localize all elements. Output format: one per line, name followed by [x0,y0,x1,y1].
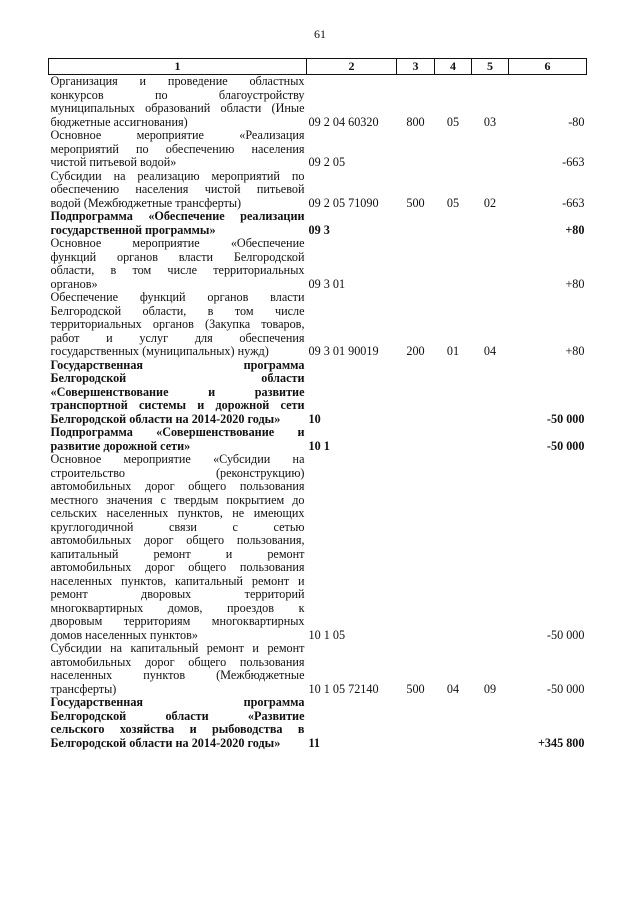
row-description [49,291,307,359]
description-line: Обеспечение функций органов власти [50,290,305,304]
table-row [49,426,587,453]
row-col-4 [435,696,472,750]
row-col-3: 500 [406,681,425,696]
row-col-5: 04 [483,344,497,358]
row-col-3: 800 [406,114,425,129]
table-row [49,291,587,359]
description-line: развитие дорожной сети» [50,438,191,453]
description-line: капитальный ремонт и ремонт [50,546,305,561]
description-line: сельских населенных пунктов, не имеющих [50,506,305,520]
row-description [49,426,307,453]
table-row [49,453,587,642]
row-amount: -50 000 [546,411,585,426]
description-line: автомобильных дорог общего пользования [50,479,305,493]
row-col-3 [397,426,435,453]
row-col-4 [435,453,472,642]
description-line: Государственная программа [50,357,305,372]
row-description [49,642,307,696]
header-col-4: 4 [435,59,472,75]
row-code: 09 2 05 [308,155,346,169]
description-line: автомобильных дорог общего пользования [50,654,305,669]
description-line: территориальных органов (Закупка товаров, [50,317,305,331]
description-line: Белгородской области «Развитие [50,708,305,723]
page-number: 61 [314,27,326,41]
budget-table [48,58,587,750]
row-code: 09 2 05 71090 [308,195,379,210]
description-line: Подпрограмма «Совершенствование и [50,425,305,439]
row-col-5: 09 [483,681,497,696]
description-line: Белгородской области на 2014-2020 годы» [50,411,281,426]
row-code: 10 1 05 [308,627,346,642]
row-amount: -663 [562,195,585,210]
description-line: Подпрограмма «Обеспечение реализации [50,209,305,223]
table-row [49,359,587,427]
description-line: Субсидии на реализацию мероприятий по [50,168,305,183]
description-line: дворовым территориям многоквартирных [50,614,305,628]
row-code: 09 2 04 60320 [308,114,379,129]
row-col-3: 500 [406,195,425,210]
row-col-4 [435,237,472,291]
row-code: 10 1 05 72140 [308,681,379,696]
header-col-2: 2 [307,59,397,75]
table-row [49,170,587,211]
table-row [49,75,587,130]
description-line: области, в том числе территориальных [50,263,305,277]
description-line: Основное мероприятие «Субсидии на [50,452,305,466]
description-line: государственной программы» [50,222,216,237]
description-line: сельского хозяйства и рыбоводства в [50,722,305,736]
description-line: функций органов власти Белгородской [50,249,305,264]
row-amount: +345 800 [537,735,585,750]
row-col-5 [472,129,509,170]
description-line: Государственная программа [50,695,305,709]
row-code: 11 [308,735,321,750]
description-line: мероприятий по обеспечению населения [50,141,305,156]
row-col-4: 04 [446,681,460,696]
description-line: строительство (реконструкцию) [50,465,305,480]
row-code: 10 [308,411,321,426]
row-col-3 [397,210,435,237]
table-row [49,642,587,696]
row-description [49,210,307,237]
description-line: обеспечению населения чистой питьевой [50,182,305,196]
row-col-3 [397,453,435,642]
description-line: государственных (муниципальных) нужд) [50,344,269,358]
header-col-6: 6 [509,59,587,75]
row-col-3 [397,237,435,291]
description-line: органов» [50,276,98,291]
row-col-4 [435,129,472,170]
row-description [49,237,307,291]
table-row [49,210,587,237]
row-col-5 [472,453,509,642]
row-amount: +80 [565,222,585,237]
row-col-4: 05 [446,195,460,210]
description-line: работ и услуг для обеспечения [50,330,305,345]
description-line: муниципальных образований области (Иные [50,101,305,115]
row-col-4 [435,426,472,453]
row-col-4: 01 [446,344,460,358]
description-line: «Совершенствование и развитие [50,384,305,399]
row-col-3 [397,696,435,750]
row-description [49,75,307,130]
row-description [49,696,307,750]
description-line: домов населенных пунктов» [50,627,198,642]
row-col-5 [472,696,509,750]
description-line: ремонт дворовых территорий [50,587,305,601]
row-col-4 [435,210,472,237]
table-row [49,129,587,170]
header-col-1: 1 [49,59,307,75]
row-code: 09 3 01 [308,276,346,291]
description-line: Субсидии на капитальный ремонт и ремонт [50,641,305,655]
row-code: 09 3 01 90019 [308,344,379,358]
description-line: населенных пунктов (Межбюджетные [50,668,305,682]
description-line: трансферты) [50,681,117,696]
row-code: 10 1 [308,438,330,453]
row-col-5: 03 [483,114,497,129]
description-line: Белгородской области, в том числе [50,303,305,318]
description-line: автомобильных дорог общего пользования, [50,533,305,547]
row-col-5 [472,426,509,453]
description-line: многоквартирных домов, проездов к [50,600,305,615]
table-body [49,75,587,751]
description-line: Белгородской области на 2014-2020 годы» [50,735,281,750]
row-col-4: 05 [446,114,460,129]
description-line: Белгородской области [50,371,305,385]
row-col-5: 02 [483,195,497,210]
row-col-3 [397,129,435,170]
description-line: Основное мероприятие «Обеспечение [50,236,305,250]
row-col-4 [435,359,472,427]
description-line: водой (Межбюджетные трансферты) [50,195,242,210]
row-amount: -50 000 [546,681,585,696]
row-col-5 [472,237,509,291]
description-line: бюджетные ассигнования) [50,114,188,129]
row-col-3: 200 [406,344,425,358]
description-line: местного значения с твердым покрытием до [50,492,305,507]
row-amount: -50 000 [546,438,585,453]
table-row [49,237,587,291]
row-amount: -50 000 [546,627,585,642]
header-col-5: 5 [472,59,509,75]
header-row [49,59,587,75]
row-col-3 [397,359,435,427]
row-code: 09 3 [308,222,330,237]
description-line: Основное мероприятие «Реализация [50,128,305,142]
row-amount: -663 [562,155,585,169]
description-line: круглогодичной связи с сетью [50,519,305,534]
description-line: транспортной системы и дорожной сети [50,398,305,412]
header-col-3: 3 [397,59,435,75]
row-description [49,170,307,211]
row-amount: +80 [565,344,585,358]
row-col-5 [472,210,509,237]
description-line: автомобильных дорог общего пользования [50,560,305,574]
description-line: населенных пунктов, капитальный ремонт и [50,573,305,588]
row-col-5 [472,359,509,427]
row-description [49,359,307,427]
row-description [49,453,307,642]
row-description [49,129,307,170]
description-line: чистой питьевой водой» [50,155,177,169]
description-line: Организация и проведение областных [50,74,305,88]
row-amount: +80 [565,276,585,291]
row-amount: -80 [568,114,585,129]
description-line: конкурсов по благоустройству [50,87,305,102]
table-row [49,696,587,750]
